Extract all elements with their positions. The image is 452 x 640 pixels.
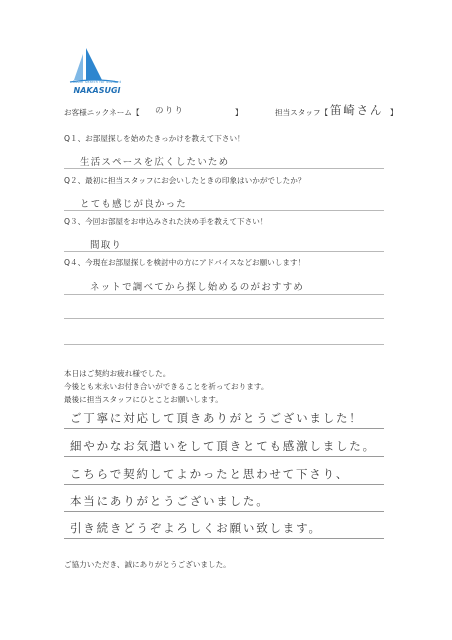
message-rule (64, 538, 384, 539)
answer-rule (64, 251, 384, 252)
answer-1: 生活スペースを広くしたいため (80, 157, 230, 168)
nickname-label: お客様ニックネーム【 (64, 108, 140, 117)
nickname-close: 】 (235, 108, 243, 117)
closing-line-1: 本日はご契約お疲れ様でした。 (64, 369, 171, 378)
staff-value: 笛崎さん (330, 103, 384, 117)
closing-line-2: 今後とも末永いお付き合いができることを祈っております。 (64, 382, 269, 391)
staff-label: 担当スタッフ【 (275, 108, 329, 117)
question-1: Q１、お部屋探しを始めたきっかけを教えて下さい！ (64, 134, 245, 143)
answer-rule (64, 294, 384, 295)
message-line-5: 引き続きどうぞよろしくお願い致します。 (70, 521, 322, 535)
answer-rule (64, 318, 384, 319)
answer-3: 間取り (90, 240, 123, 251)
message-rule (64, 428, 384, 429)
question-3: Q３、今回お部屋をお申込みされた決め手を教えて下さい！ (64, 217, 268, 226)
logo-tagline: Room Search for Student (72, 80, 122, 84)
answer-rule (64, 210, 384, 211)
message-rule (64, 484, 384, 485)
message-rule (64, 511, 384, 512)
answer-2: とても感じが良かった (80, 199, 188, 210)
question-4: Q４、今現在お部屋探しを検討中の方にアドバイスなどお願いします！ (64, 258, 306, 267)
message-line-1: ご丁寧に対応して頂きありがとうございました！ (70, 411, 363, 425)
message-line-2: 細やかなお気遣いをして頂きとても感激しました。 (70, 439, 376, 453)
nickname-value: のりり (155, 106, 185, 116)
message-rule (64, 456, 384, 457)
answer-rule (64, 168, 384, 169)
message-line-3: こちらで契約してよかったと思わせて下さり、 (70, 467, 350, 481)
logo-wordmark: NAKASUGI (73, 86, 121, 95)
question-2: Q２、最初に担当スタッフにお会いしたときの印象はいかがでしたか？ (64, 176, 306, 185)
closing-line-3: 最後に担当スタッフにひとことお願いします。 (64, 395, 223, 404)
footer-thanks: ご協力いただき、誠にありがとうございました。 (64, 560, 231, 569)
answer-rule (64, 344, 384, 345)
staff-close: 】 (390, 108, 398, 117)
message-line-4: 本当にありがとうございました。 (70, 494, 270, 508)
answer-4: ネットで調べてから探し始めるのがおすすめ (90, 282, 305, 293)
